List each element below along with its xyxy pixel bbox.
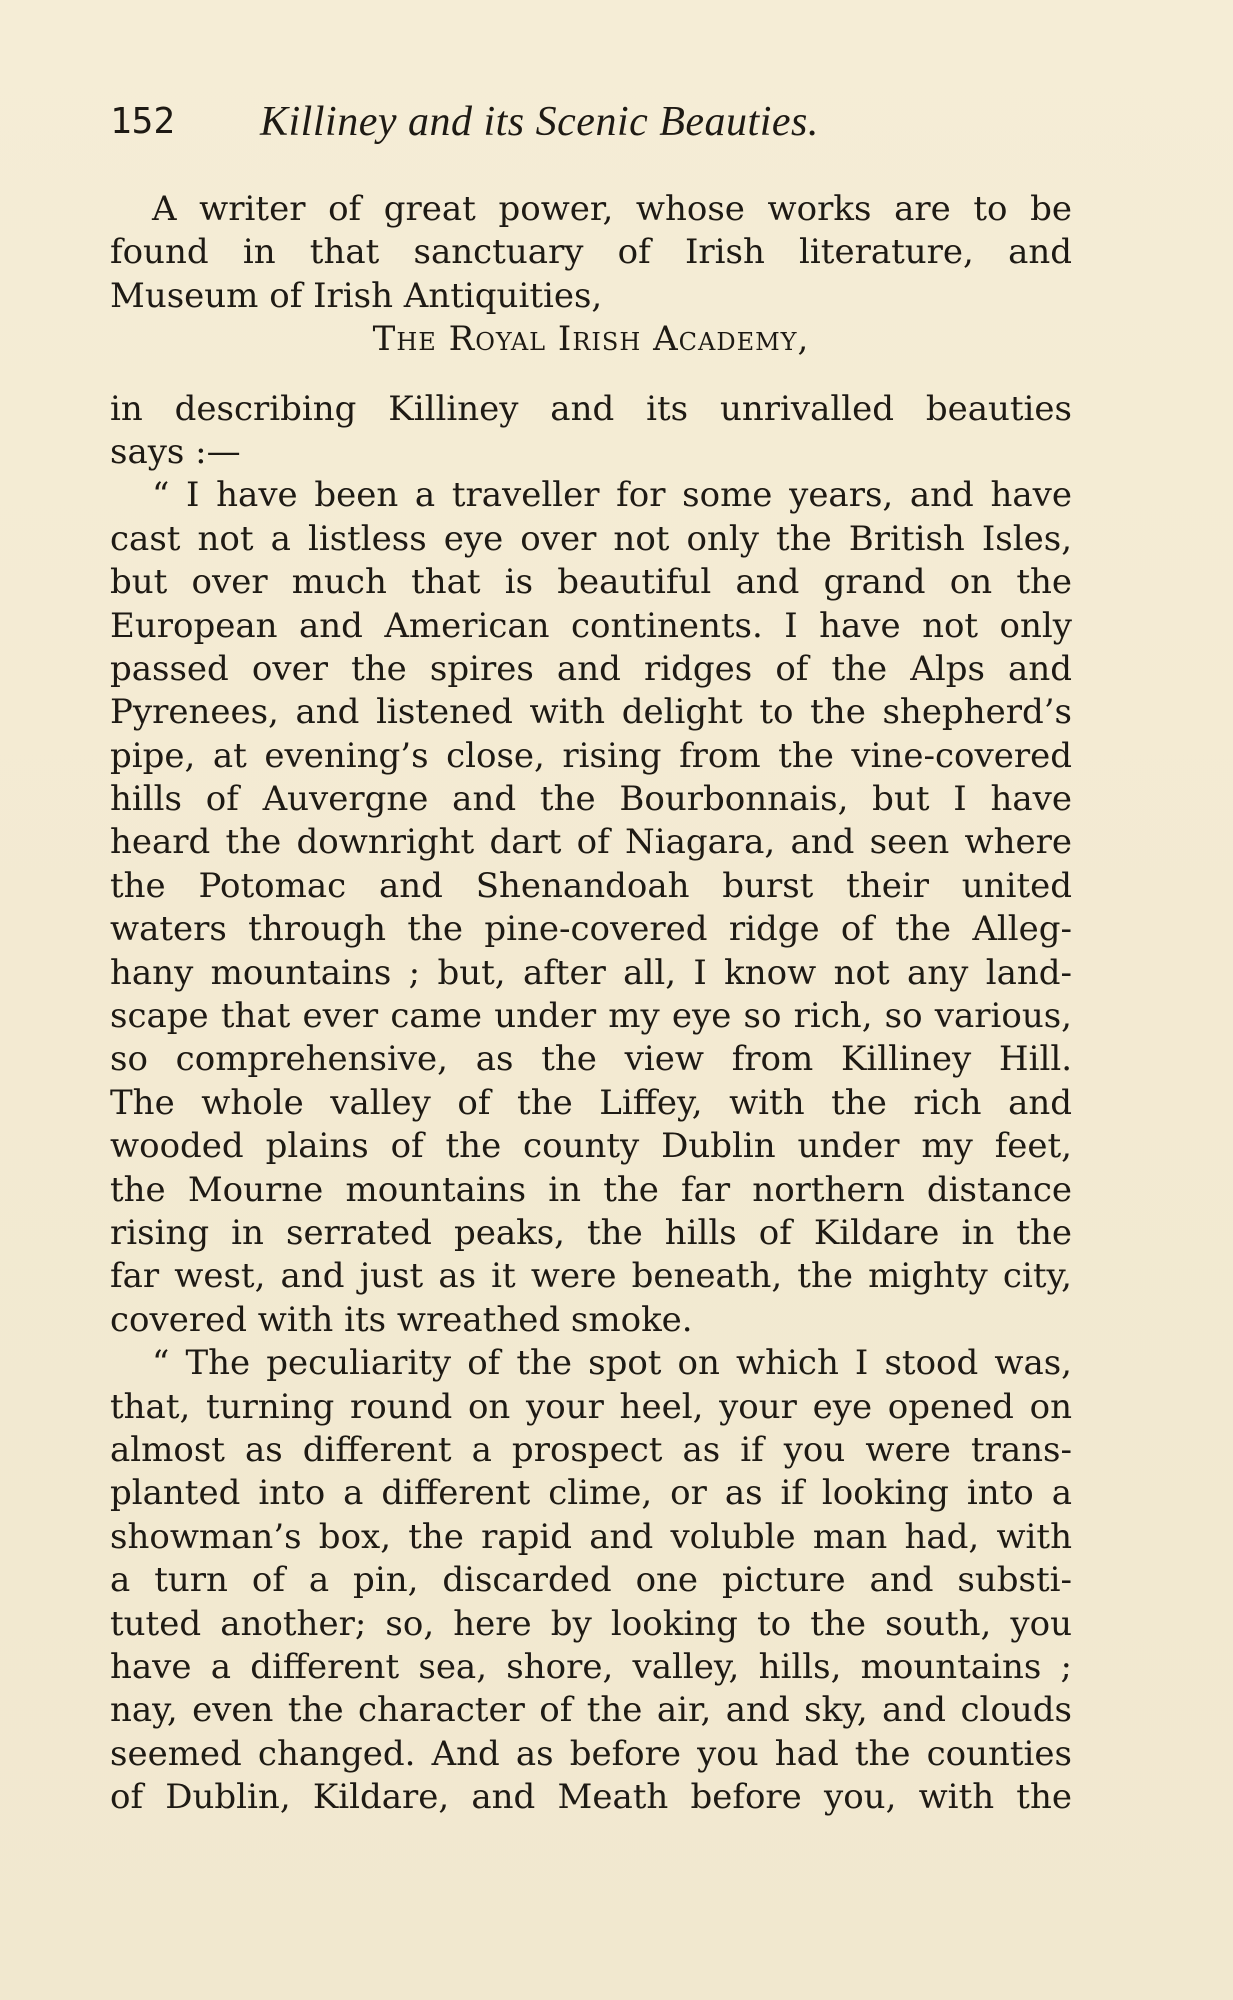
text-line: but over much that is beautiful and grand on the xyxy=(110,562,1072,603)
text-line: planted into a different clime, or as if looking into a xyxy=(110,1473,1072,1514)
text-line: heard the downright dart of Niagara, and seen where xyxy=(110,822,1072,863)
running-title: Killiney and its Scenic Beauties. xyxy=(260,99,819,145)
text-line: that, turning round on your heel, your eye opened on xyxy=(110,1386,1072,1427)
text-line: Museum of Irish Antiquities, xyxy=(110,275,603,316)
text-line: European and American continents. I have not only xyxy=(110,605,1072,646)
text-line: of Dublin, Kildare, and Meath before you, with the xyxy=(110,1777,1072,1818)
text-line: hills of Auvergne and the Bourbonnais, but I have xyxy=(110,779,1072,820)
text-line: found in that sanctuary of Irish literature, and xyxy=(110,232,1072,273)
text-line: have a different sea, shore, valley, hills, mountains ; xyxy=(110,1646,1072,1687)
text-line: tuted another; so, here by looking to the south, you xyxy=(110,1603,1072,1644)
body-text xyxy=(110,188,1072,1819)
text-line: almost as different a prospect as if you were trans- xyxy=(110,1429,1072,1470)
spacer xyxy=(110,362,1072,388)
text-line: pipe, at evening’s close, rising from the vine-covered xyxy=(110,735,1072,776)
text-line: so comprehensive, as the view from Killiney Hill. xyxy=(110,1039,1072,1080)
text-line: the Mourne mountains in the far northern distance xyxy=(110,1169,1072,1210)
text-line: scape that ever came under my eye so rich, so various, xyxy=(110,996,1072,1037)
text-line: seemed changed. And as before you had the counties xyxy=(110,1733,1072,1774)
text-line: in describing Killiney and its unrivalled beauties xyxy=(110,388,1072,429)
text-line: waters through the pine-covered ridge of the Alleg- xyxy=(110,909,1072,950)
text-line: The whole valley of the Liffey, with the rich and xyxy=(110,1082,1072,1123)
text-line: cast not a listless eye over not only the British Isles, xyxy=(110,518,1072,559)
text-line: “ I have been a traveller for some years, and have xyxy=(152,475,1072,516)
text-line: covered with its wreathed smoke. xyxy=(110,1299,693,1340)
section-heading: The Royal Irish Academy, xyxy=(372,319,810,360)
text-line: far west, and just as it were beneath, the mighty city, xyxy=(110,1256,1072,1297)
text-line: “ The peculiarity of the spot on which I stood was, xyxy=(152,1343,1072,1384)
text-line: hany mountains ; but, after all, I know not any land- xyxy=(110,952,1072,993)
page-number: 152 xyxy=(110,101,176,142)
text-line: the Potomac and Shenandoah burst their united xyxy=(110,865,1072,906)
text-line: wooded plains of the county Dublin under my feet, xyxy=(110,1126,1072,1167)
text-line: a turn of a pin, discarded one picture and substi- xyxy=(110,1560,1072,1601)
text-line: nay, even the character of the air, and sky, and clouds xyxy=(110,1690,1072,1731)
text-line: rising in serrated peaks, the hills of Kildare in the xyxy=(110,1212,1072,1253)
text-line: Pyrenees, and listened with delight to the shepherd’s xyxy=(110,692,1072,733)
text-line: says :— xyxy=(110,431,241,472)
text-line: A writer of great power, whose works are to be xyxy=(152,189,1072,229)
page-header xyxy=(110,92,1110,152)
text-line: passed over the spires and ridges of the Alps and xyxy=(110,648,1072,689)
text-line: showman’s box, the rapid and voluble man had, with xyxy=(110,1516,1072,1557)
